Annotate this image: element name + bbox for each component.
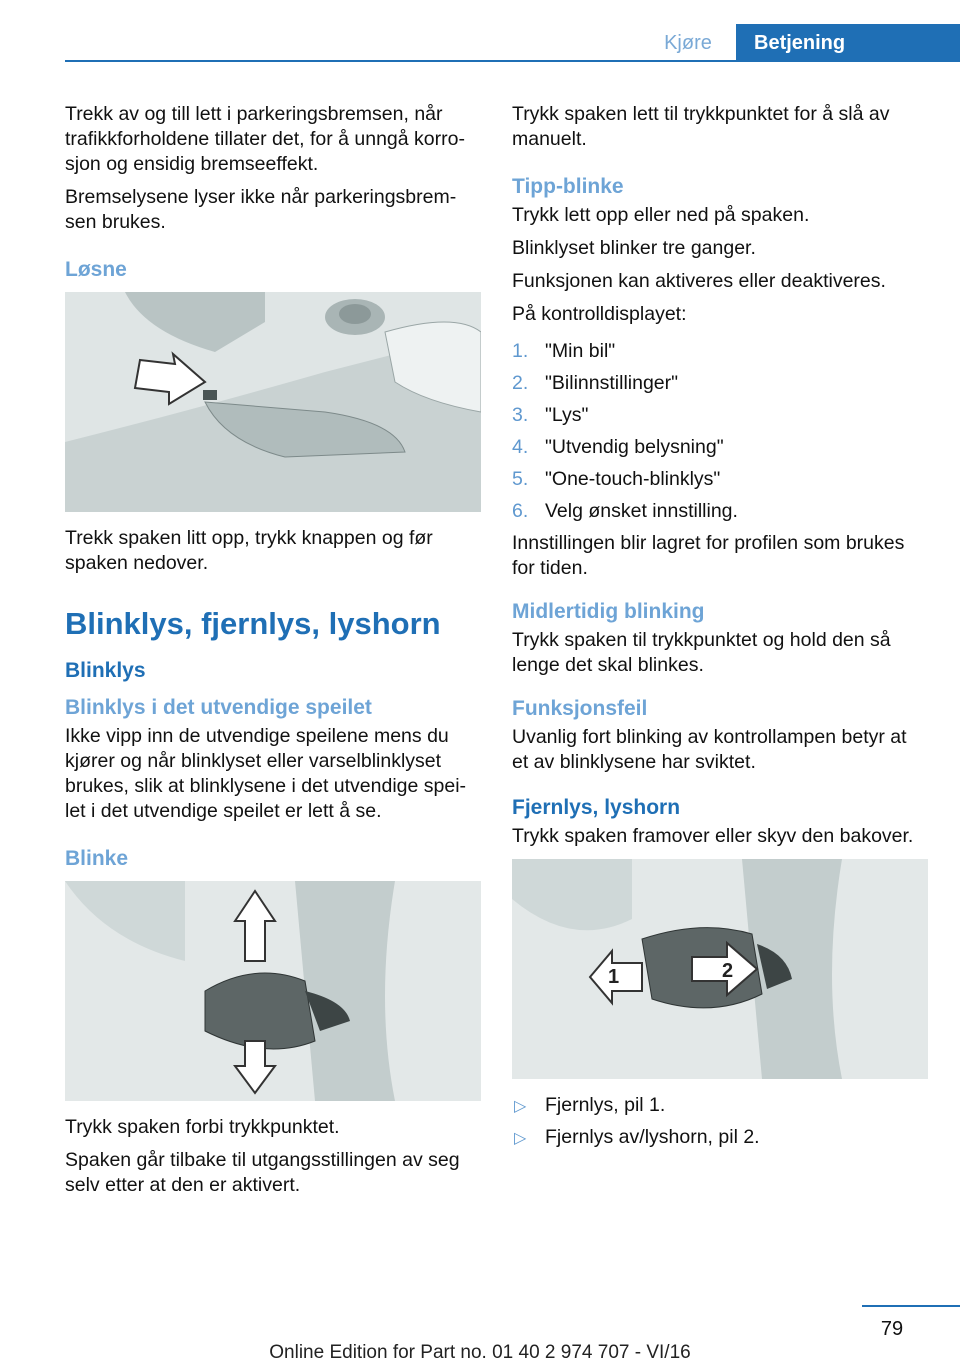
footer-edition: Online Edition for Part no. 01 40 2 974 707 - VI/16 (269, 1342, 691, 1363)
bullet-text: Fjernlys av/lyshorn, pil 2. (545, 1126, 760, 1148)
triangle-bullet-icon: ▷ (514, 1098, 527, 1115)
list-item (512, 467, 928, 492)
footer-rule (862, 1305, 960, 1307)
heading-blinklys: Blinklys (65, 659, 146, 682)
list-item (512, 499, 928, 524)
heading-blinke: Blinke (65, 847, 129, 870)
paragraph: Uvanlig fort blinking av kontrollampen betyr at et av blinklysene har sviktet. (512, 726, 907, 773)
heading-main: Blinklys, fjernlys, lyshorn (65, 606, 441, 641)
paragraph: På kontrolldisplayet: (512, 303, 687, 325)
bullet-text: Fjernlys, pil 1. (545, 1094, 666, 1116)
arrow-1-label: 1 (608, 966, 620, 988)
heading-tipp: Tipp-blinke (512, 175, 624, 198)
step-text: "Utvendig belysning" (545, 436, 724, 458)
indicator-stalk-illustration (65, 881, 481, 1101)
paragraph: Funksjonen kan aktiveres eller deaktiveres. (512, 270, 886, 292)
right-column (512, 102, 928, 1157)
step-number: 1. (512, 340, 529, 362)
arrow-2-label: 2 (722, 960, 734, 982)
header-tab-betjening[interactable]: Betjening (736, 24, 960, 62)
high-beam-illustration (512, 859, 928, 1079)
paragraph: Trykk spaken framover eller skyv den bakover. (512, 825, 914, 847)
paragraph: Ikke vipp inn de utvendige speilene mens du kjører og når blinklyset eller varselblinklyset brukes, slik at blinklysene i det utvendige spei-let i det utvendige speilet er lett å se. (65, 725, 467, 822)
list-item (512, 1093, 928, 1118)
list-item (512, 403, 928, 428)
paragraph: Blinklyset blinker tre ganger. (512, 237, 756, 259)
header-rule (65, 60, 960, 62)
parking-brake-illustration (65, 292, 481, 512)
heading-funksjonsfeil: Funksjonsfeil (512, 697, 648, 720)
steps-list (512, 339, 928, 524)
paragraph: Innstillingen blir lagret for profilen som brukes for tiden. (512, 532, 905, 579)
paragraph: Trykk spaken til trykkpunktet og hold den så lenge det skal blinkes. (512, 629, 891, 676)
list-item (512, 435, 928, 460)
step-text: "Lys" (545, 404, 589, 426)
step-number: 3. (512, 404, 529, 426)
bullet-list (512, 1093, 928, 1150)
step-text: "One-touch-blinklys" (545, 468, 721, 490)
paragraph: Trekk av og till lett i parkeringsbremsen, når trafikkforholdene tillater det, for å unngå korro-sjon og ensidig bremseeffekt. (65, 103, 465, 175)
step-text: "Bilinnstillinger" (545, 372, 679, 394)
list-item (512, 1125, 928, 1150)
header-tab-kjore[interactable]: Kjøre (664, 32, 712, 54)
caption: Trykk spaken forbi trykkpunktet. (65, 1116, 340, 1138)
caption: Trekk spaken litt opp, trykk knappen og før spaken nedover. (65, 527, 433, 574)
caption: Spaken går tilbake til utgangsstillingen av seg selv etter at den er aktivert. (65, 1149, 460, 1196)
step-number: 4. (512, 436, 529, 458)
heading-losne: Løsne (65, 258, 127, 281)
step-text: Velg ønsket innstilling. (545, 500, 738, 522)
list-item (512, 339, 928, 364)
step-number: 5. (512, 468, 529, 490)
paragraph: Trykk spaken lett til trykkpunktet for å slå av manuelt. (512, 103, 890, 150)
paragraph: Trykk lett opp eller ned på spaken. (512, 204, 810, 226)
page-number: 79 (880, 1318, 904, 1340)
left-column (65, 102, 481, 1206)
paragraph: Bremselysene lyser ikke når parkeringsbrem-sen brukes. (65, 186, 457, 233)
list-item (512, 371, 928, 396)
heading-midlertidig: Midlertidig blinking (512, 600, 705, 623)
step-text: "Min bil" (545, 340, 616, 362)
step-number: 6. (512, 500, 529, 522)
heading-speilet: Blinklys i det utvendige speilet (65, 696, 372, 719)
triangle-bullet-icon: ▷ (514, 1130, 527, 1147)
heading-fjernlys: Fjernlys, lyshorn (512, 796, 681, 819)
step-number: 2. (512, 372, 529, 394)
